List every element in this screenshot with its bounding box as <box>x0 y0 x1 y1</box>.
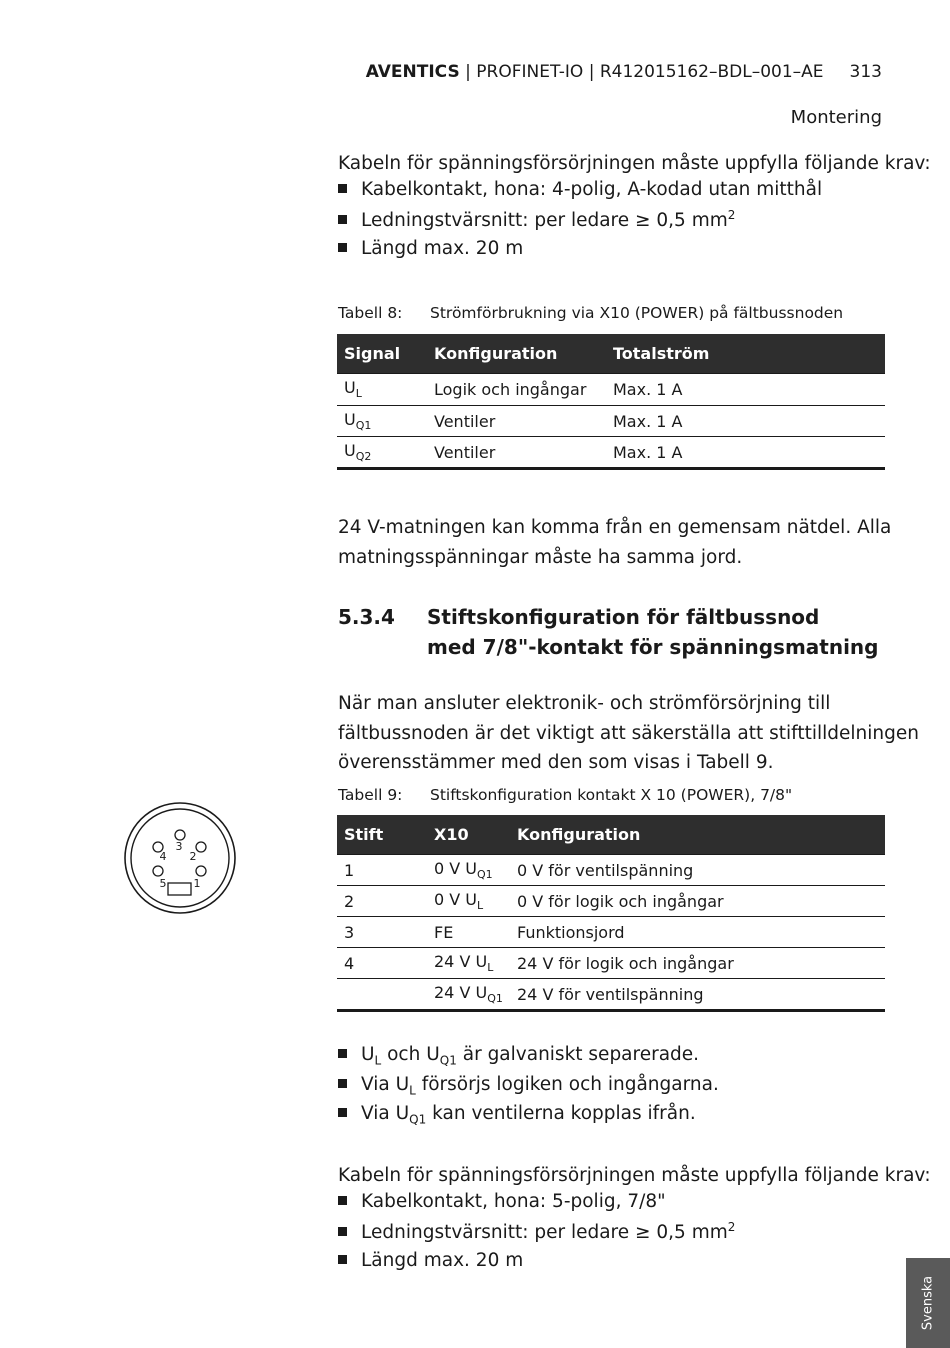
bullet-square-icon <box>338 1255 347 1264</box>
cable-requirements-intro-2: Kabeln för spänningsförsörjningen måste uppfylla följande krav: <box>338 1165 931 1186</box>
bullet-square-icon <box>338 215 347 224</box>
language-tab <box>906 1258 950 1348</box>
bullet-square-icon <box>338 1196 347 1205</box>
table-row: 1 0 V $U_{Q1}$ 0 V för ventilspänning <box>337 855 885 886</box>
column-header: Signal <box>337 334 427 374</box>
pin-configuration-table <box>337 815 885 1012</box>
pin-label: 5 <box>159 877 167 890</box>
section-label: Montering <box>790 107 882 128</box>
table-9-caption: Tabell 9: Stiftskonfiguration kontakt X 10 (POWER), 7/8" <box>338 786 793 804</box>
column-header: Konfiguration <box>510 815 885 855</box>
table-row: $U_{Q1}$ Ventiler Max. 1 A <box>337 406 885 437</box>
document-id: | PROFINET-IO | R412015162–BDL–001–AE <box>459 62 824 82</box>
table-row: $U_{Q2}$ Ventiler Max. 1 A <box>337 437 885 469</box>
table-header-row <box>337 334 885 374</box>
column-header: X10 <box>427 815 510 855</box>
list-item: Kabelkontakt, hona: 5-polig, 7/8" <box>338 1191 666 1212</box>
bullet-square-icon <box>338 243 347 252</box>
column-header: Stift <box>337 815 427 855</box>
table-header-row <box>337 815 885 855</box>
bullet-square-icon <box>338 1108 347 1117</box>
pin-label: 2 <box>189 850 197 863</box>
list-item: Ledningstvärsnitt: per ledare ≥ 0,5 $mm^2$ <box>338 208 735 231</box>
section-number: 5.3.4 <box>338 605 395 629</box>
supply-paragraph: 24 V-matningen kan komma från en gemensam nätdel. Alla matningsspänningar måste ha samma jord. <box>338 517 892 568</box>
list-item: Kabelkontakt, hona: 4-polig, A-kodad utan mitthål <box>338 179 822 200</box>
table-row: 3 FE Funktionsjord <box>337 917 885 948</box>
bullet-square-icon <box>338 1079 347 1088</box>
column-header: Totalström <box>606 334 885 374</box>
list-item: Ledningstvärsnitt: per ledare ≥ 0,5 $mm^2$ <box>338 1220 735 1243</box>
column-header: Konfiguration <box>427 334 606 374</box>
brand-name: AVENTICS <box>365 62 460 82</box>
bullet-square-icon <box>338 1227 347 1236</box>
list-item: $U_L$ och $U_{Q1}$ är galvaniskt separerade. <box>338 1044 699 1068</box>
bullet-square-icon <box>338 1049 347 1058</box>
connector-pinout-diagram <box>120 798 242 920</box>
page-header <box>366 62 882 82</box>
language-label: Svenska <box>920 1275 936 1331</box>
table-8-caption: Tabell 8: Strömförbrukning via X10 (POWER) på fältbussnoden <box>338 304 844 322</box>
table-row: 24 V $U_{Q1}$ 24 V för ventilspänning <box>337 979 885 1011</box>
cable-requirements-intro: Kabeln för spänningsförsörjningen måste uppfylla följande krav: <box>338 153 931 174</box>
pin-label: 1 <box>193 877 201 890</box>
list-item: Längd max. 20 m <box>338 238 523 259</box>
pin-assignment-paragraph: När man ansluter elektronik- och strömförsörjning till fältbussnoden är det viktigt att säkerställa att stifttilldelningen överensstämmer med den som visas i Tabell 9. <box>338 693 919 773</box>
pin-label: 3 <box>175 840 183 853</box>
list-item: Via $U_L$ försörjs logiken och ingångarna. <box>338 1074 719 1098</box>
bullet-square-icon <box>338 184 347 193</box>
page-number: 313 <box>849 62 882 82</box>
table-row: $U_L$ Logik och ingångar Max. 1 A <box>337 374 885 406</box>
power-consumption-table <box>337 334 885 470</box>
list-item: Via $U_{Q1}$ kan ventilerna kopplas ifrån. <box>338 1103 696 1127</box>
table-row: 2 0 V $U_L$ 0 V för logik och ingångar <box>337 886 885 917</box>
list-item: Längd max. 20 m <box>338 1250 523 1271</box>
table-row: 4 24 V $U_L$ 24 V för logik och ingångar <box>337 948 885 979</box>
pin-label: 4 <box>159 850 167 863</box>
